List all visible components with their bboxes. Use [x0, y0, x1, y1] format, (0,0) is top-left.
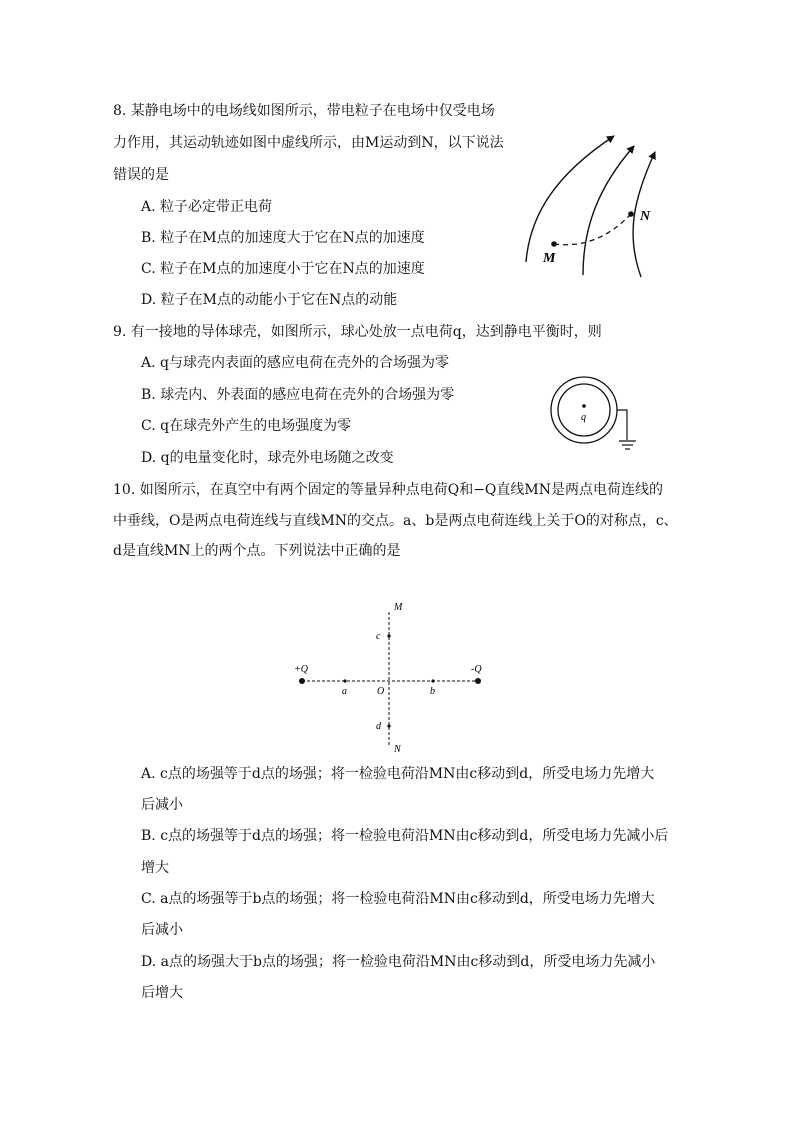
- q8-option-c: C. 粒子在M点的加速度小于它在N点的加速度: [141, 261, 425, 277]
- q10-option-b-line1: B. c点的场强等于d点的场强；将一检验电荷沿MN由c移动到d，所受电场力先减小后: [141, 828, 669, 844]
- label-m: M: [394, 602, 403, 613]
- q8-option-d: D. 粒子在M点的动能小于它在N点的动能: [141, 292, 398, 308]
- label-o: O: [377, 686, 385, 697]
- charge-minus-q: [475, 678, 481, 684]
- q10-stem-line3: d是直线MN上的两个点。下列说法中正确的是: [113, 543, 401, 559]
- field-line-right: [633, 152, 655, 277]
- q9-option-b: B. 球壳内、外表面的感应电荷在壳外的合场强为零: [141, 387, 455, 403]
- field-line-middle: [583, 146, 634, 275]
- q8-stem-line1: 8. 某静电场中的电场线如图所示，带电粒子在电场中仅受电场: [113, 103, 495, 119]
- label-q: q: [581, 412, 586, 423]
- label-c: c: [376, 631, 381, 642]
- point-d: [387, 724, 390, 727]
- q9-option-d: D. q的电量变化时，球壳外电场随之改变: [141, 450, 394, 466]
- label-a: a: [342, 686, 347, 697]
- q8-option-b: B. 粒子在M点的加速度大于它在N点的加速度: [141, 230, 425, 246]
- point-a: [343, 679, 346, 682]
- point-n: [628, 211, 634, 217]
- field-line-left: [526, 136, 614, 262]
- q9-stem: 9. 有一接地的导体球壳，如图所示，球心处放一点电荷q，达到静电平衡时，则: [113, 324, 602, 340]
- label-n: N: [394, 744, 401, 755]
- q10-option-c-line2: 后减小: [141, 922, 183, 938]
- label-minus-q: -Q: [471, 664, 482, 675]
- q10-stem-line1: 10. 如图所示，在真空中有两个固定的等量异种点电荷Q和−Q直线MN是两点电荷连线的: [113, 482, 663, 498]
- label-b: b: [430, 686, 435, 697]
- q9-option-a: A. q与球壳内表面的感应电荷在壳外的合场强为零: [141, 355, 449, 371]
- q10-option-a-line1: A. c点的场强等于d点的场强；将一检验电荷沿MN由c移动到d，所受电场力先增大: [141, 766, 655, 782]
- charge-plus-q: [299, 678, 305, 684]
- shell-inner: [558, 384, 610, 436]
- shell-outer: [551, 377, 617, 443]
- ground-wire: [617, 410, 627, 440]
- point-m: [551, 241, 557, 247]
- q8-stem-line3: 错误的是: [113, 167, 169, 183]
- label-plus-q: +Q: [294, 664, 308, 675]
- q8-stem-line2: 力作用，其运动轨迹如图中虚线所示，由M运动到N，以下说法: [113, 135, 504, 151]
- q10-option-a-line2: 后减小: [141, 797, 183, 813]
- label-n: N: [640, 209, 651, 224]
- point-c: [387, 634, 390, 637]
- q9-option-c: C. q在球壳外产生的电场强度为零: [141, 418, 352, 434]
- q10-option-d-line2: 后增大: [141, 985, 183, 1001]
- q8-option-a: A. 粒子必定带正电荷: [141, 199, 273, 215]
- q10-option-c-line1: C. a点的场强等于b点的场强；将一检验电荷沿MN由c移动到d，所受电场力先增大: [141, 891, 655, 907]
- point-b: [431, 679, 434, 682]
- point-charge-q: [582, 404, 586, 408]
- q10-stem-line2: 中垂线，O是两点电荷连线与直线MN的交点。a、b是两点电荷连线上关于O的对称点，c、: [113, 513, 678, 529]
- q10-option-d-line1: D. a点的场强大于b点的场强；将一检验电荷沿MN由c移动到d，所受电场力先减小: [141, 954, 656, 970]
- label-m: M: [543, 251, 556, 266]
- label-d: d: [376, 721, 381, 732]
- q10-option-b-line2: 增大: [141, 860, 169, 876]
- trajectory-dashed: [554, 214, 631, 245]
